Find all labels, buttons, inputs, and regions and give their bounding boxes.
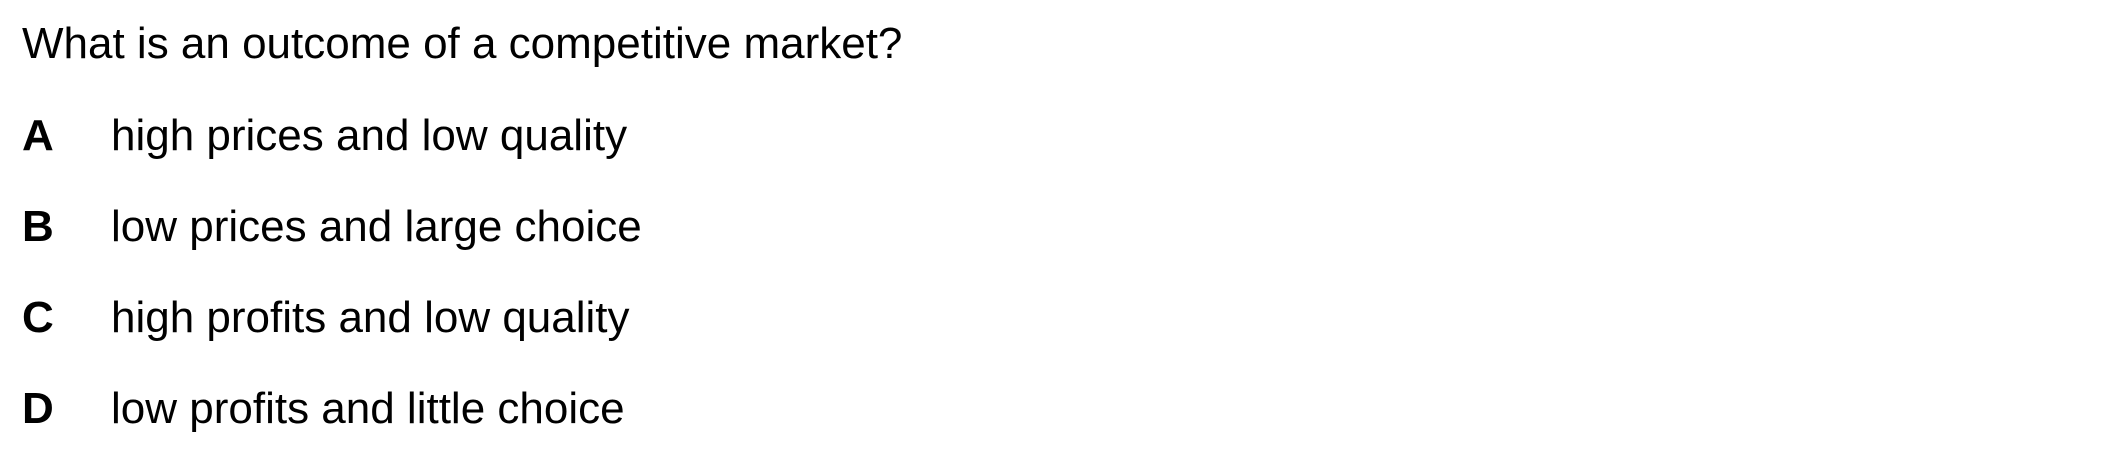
option-text: low prices and large choice (111, 202, 642, 251)
option-text: high profits and low quality (111, 293, 630, 342)
option-a[interactable] (22, 108, 1422, 199)
option-b[interactable] (22, 199, 1422, 290)
option-letter: C (22, 293, 54, 342)
answer-options (22, 108, 1422, 472)
option-letter: B (22, 202, 54, 251)
question-text: What is an outcome of a competitive market? (22, 19, 903, 68)
option-text: low profits and little choice (111, 384, 625, 433)
option-letter: D (22, 384, 54, 433)
option-letter: A (22, 111, 54, 160)
option-d[interactable] (22, 381, 1422, 472)
option-c[interactable] (22, 290, 1422, 381)
option-text: high prices and low quality (111, 111, 628, 160)
